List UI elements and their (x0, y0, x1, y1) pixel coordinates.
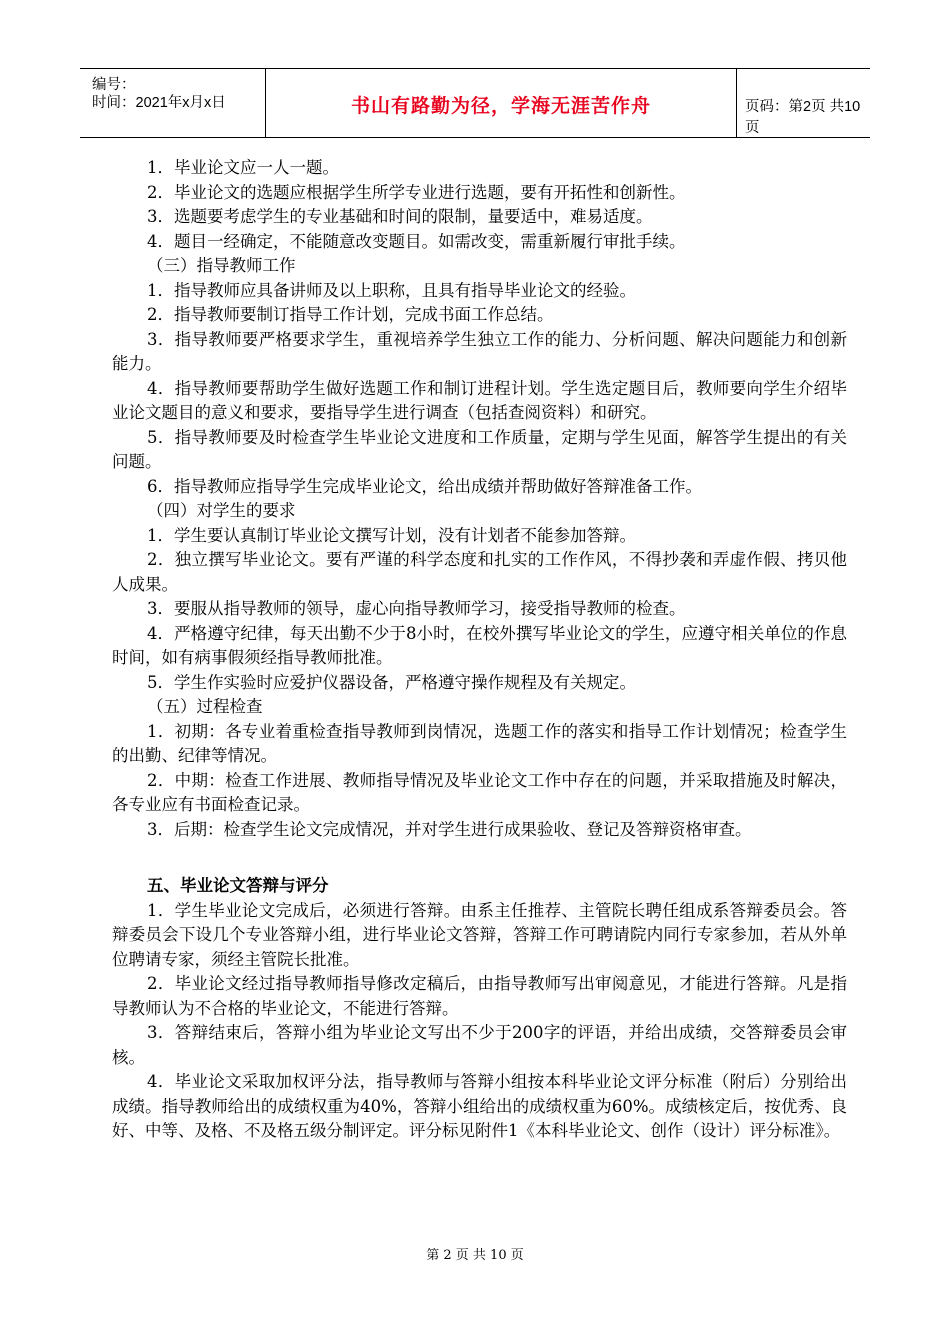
paragraph: 4．题目一经确定，不能随意改变题目。如需改变，需重新履行审批手续。 (147, 231, 686, 251)
page-footer: 第 2 页 共 10 页 (426, 1248, 524, 1263)
paragraph: 2．中期：检查工作进展、教师指导情况及毕业论文工作中存在的问题，并采取措施及时解决，各专业应有书面检查记录。 (112, 770, 847, 814)
header-page-cell (735, 69, 870, 137)
paragraph: 4．毕业论文采取加权评分法，指导教师与答辩小组按本科毕业论文评分标准（附后）分别给出成绩。指导教师给出的成绩权重为40%，答辩小组给出的成绩权重为60%。成绩核定后，按优秀、良好、中等、及格、不及格五级分制评定。评分标见附件1《本科毕业论文、创作（设计）评分标准》。 (112, 1072, 847, 1140)
paragraph: 3．选题要考虑学生的专业基础和时间的限制，量要适中，难易适度。 (147, 207, 653, 226)
header-motto-cell (265, 69, 737, 137)
paragraph: 3．指导教师要严格要求学生，重视培养学生独立工作的能力、分析问题、解决问题能力和创新能力。 (112, 329, 847, 373)
paragraph: 2．指导教师要制订指导工作计划，完成书面工作总结。 (147, 305, 554, 324)
page-header (80, 68, 870, 138)
paragraph: 1．指导教师应具备讲师及以上职称，且具有指导毕业论文的经验。 (147, 280, 636, 300)
header-number: 编号： (92, 77, 136, 93)
paragraph: 6．指导教师应指导学生完成毕业论文，给出成绩并帮助做好答辩准备工作。 (147, 476, 702, 496)
header-date: 时间：2021年x月x日 (92, 95, 226, 111)
paragraph: 1．毕业论文应一人一题。 (147, 158, 339, 177)
spacer (112, 842, 847, 874)
paragraph: 2．独立撰写毕业论文。要有严谨的科学态度和扎实的工作作风，不得抄袭和弄虚作假、拷贝他人成果。 (112, 550, 847, 594)
paragraph: 3．后期：检查学生论文完成情况，并对学生进行成果验收、登记及答辩资格审查。 (147, 819, 752, 839)
paragraph: 3．答辩结束后，答辩小组为毕业论文写出不少于200字的评语，并给出成绩，交答辩委员会审核。 (112, 1023, 847, 1067)
header-page-number: 页码：第2页 共10页 (745, 99, 861, 136)
paragraph: 5．学生作实验时应爱护仪器设备，严格遵守操作规程及有关规定。 (147, 672, 636, 692)
paragraph: 4．严格遵守纪律，每天出勤不少于8小时，在校外撰写毕业论文的学生，应遵守相关单位的作息时间，如有病事假须经指导教师批准。 (112, 623, 847, 667)
header-motto: 书山有路勤为径，学海无涯苦作舟 (350, 96, 651, 117)
chapter-heading: 五、毕业论文答辩与评分 (147, 876, 329, 895)
section-heading-5: （五）过程检查 (147, 697, 263, 716)
paragraph: 1．学生毕业论文完成后，必须进行答辩。由系主任推荐、主管院长聘任组成系答辩委员会。答辩委员会下设几个专业答辩小组，进行毕业论文答辩，答辩工作可聘请院内同行专家参加，若从外单位聘请专家，须经主管院长批准。 (112, 900, 847, 969)
paragraph: 1．学生要认真制订毕业论文撰写计划，没有计划者不能参加答辩。 (147, 525, 636, 545)
header-meta-cell (80, 69, 265, 137)
document-body (112, 156, 847, 1144)
paragraph: 2．毕业论文经过指导教师指导修改定稿后，由指导教师写出审阅意见，才能进行答辩。凡是指导教师认为不合格的毕业论文，不能进行答辩。 (112, 974, 847, 1018)
paragraph: 2．毕业论文的选题应根据学生所学专业进行选题，要有开拓性和创新性。 (147, 182, 686, 202)
paragraph: 1．初期：各专业着重检查指导教师到岗情况，选题工作的落实和指导工作计划情况；检查学生的出勤、纪律等情况。 (112, 721, 847, 765)
section-heading-3: （三）指导教师工作 (147, 256, 296, 275)
paragraph: 3．要服从指导教师的领导，虚心向指导教师学习，接受指导教师的检查。 (147, 599, 686, 618)
paragraph: 5．指导教师要及时检查学生毕业论文进度和工作质量，定期与学生见面，解答学生提出的有关问题。 (112, 427, 847, 471)
section-heading-4: （四）对学生的要求 (147, 501, 296, 520)
paragraph: 4．指导教师要帮助学生做好选题工作和制订进程计划。学生选定题目后，教师要向学生介绍毕业论文题目的意义和要求，要指导学生进行调查（包括查阅资料）和研究。 (112, 378, 847, 422)
